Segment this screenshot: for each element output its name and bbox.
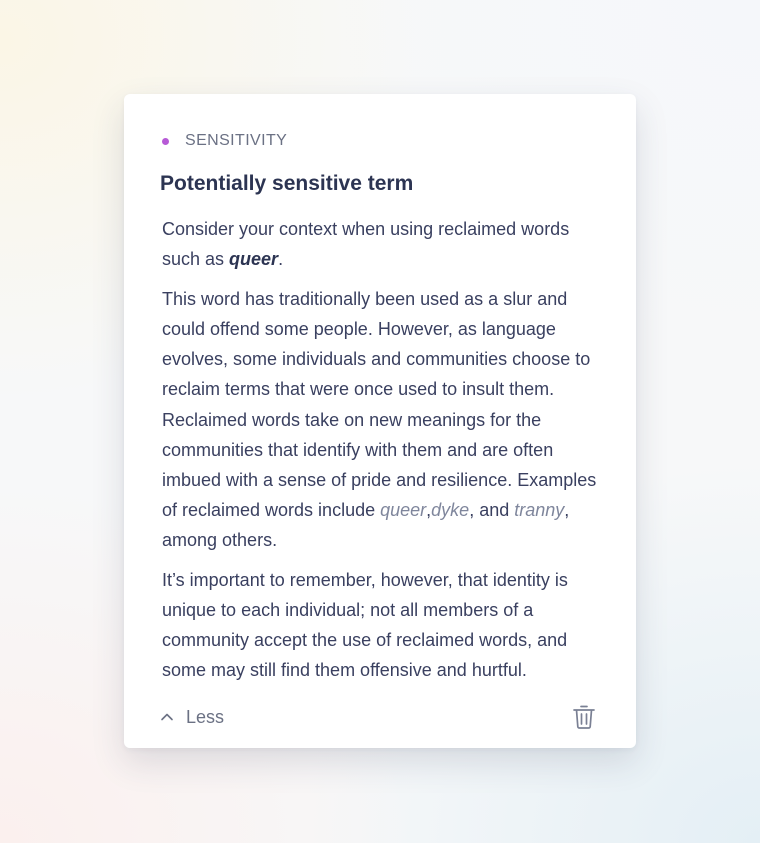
example-term-queer: queer bbox=[380, 499, 427, 520]
category-header bbox=[162, 130, 287, 152]
explanation-text: This word has traditionally been used as a slur and could offend some people. However, as language evolves, some individuals and communities choose to reclaim terms that were once used to insult them. Reclaimed words take on new meanings for the communities that identify with them and are often imbued with a sense of pride and resilience. Examples of reclaimed words include bbox=[162, 289, 597, 520]
chevron-up-icon bbox=[160, 710, 174, 724]
flagged-term: queer bbox=[229, 249, 279, 270]
less-button[interactable] bbox=[160, 707, 224, 728]
example-separator: , and bbox=[469, 499, 515, 520]
explanation-paragraph bbox=[162, 284, 606, 555]
trash-icon[interactable] bbox=[572, 704, 596, 730]
less-label: Less bbox=[186, 706, 225, 727]
card-body bbox=[162, 214, 606, 695]
card-footer bbox=[160, 702, 596, 732]
suggestion-card bbox=[124, 94, 636, 748]
card-title: Potentially sensitive term bbox=[160, 172, 414, 195]
intro-paragraph bbox=[162, 214, 606, 274]
example-term-tranny: tranny bbox=[514, 499, 565, 520]
example-term-dyke: dyke bbox=[431, 499, 470, 520]
category-label: SENSITIVITY bbox=[185, 132, 288, 149]
example-separator: , bbox=[426, 499, 432, 520]
category-dot-icon bbox=[162, 138, 169, 145]
intro-end: . bbox=[278, 249, 284, 270]
intro-text: Consider your context when using reclaimed words such as bbox=[162, 219, 570, 270]
identity-paragraph: It’s important to remember, however, that identity is unique to each individual; not all members of a community accept the use of reclaimed words, and some may still find them offensive and hurtful. bbox=[162, 570, 568, 681]
explanation-end: , among others. bbox=[162, 499, 570, 550]
